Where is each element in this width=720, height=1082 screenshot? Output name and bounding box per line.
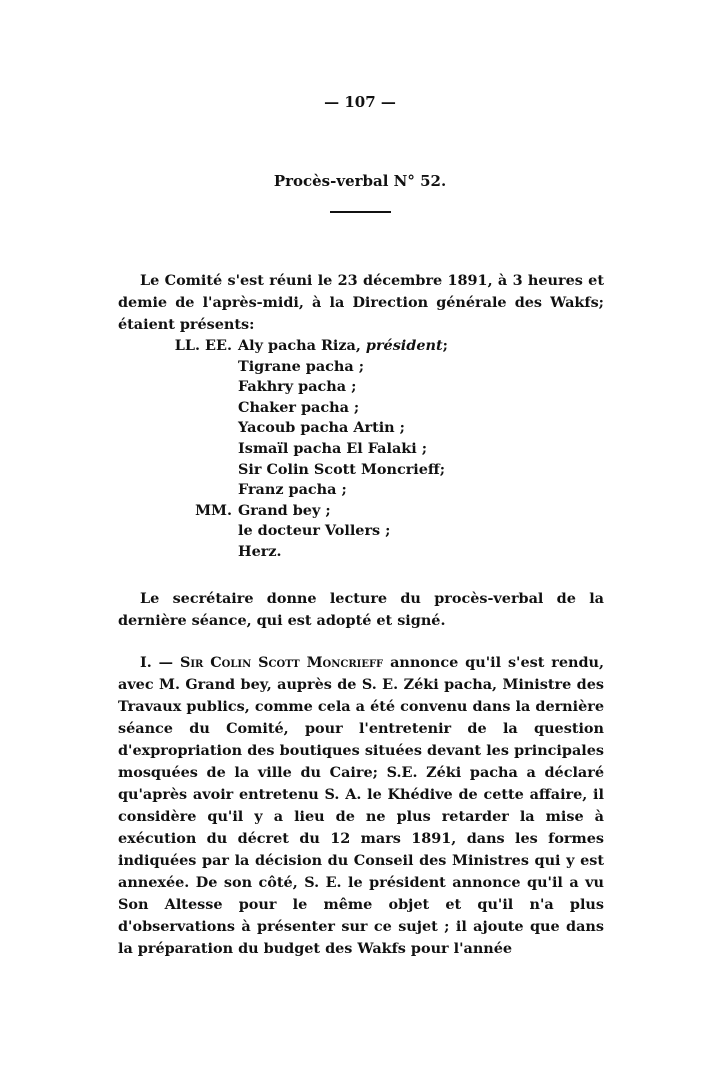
attendee-row	[160, 542, 448, 563]
president-role: président	[365, 337, 443, 354]
document-title: Procès-verbal N° 52.	[273, 172, 447, 190]
attendee-row	[160, 357, 448, 378]
attendee-president	[238, 336, 448, 357]
president-punct: ;	[442, 337, 448, 354]
attendee-list	[160, 336, 448, 563]
page-number: — 107 —	[324, 93, 396, 111]
attendee-name: Grand bey ;	[238, 501, 331, 519]
item-text: annonce qu'il s'est rendu, avec M. Grand bey, auprès de S. E. Zéki pacha, Ministre des Travaux publics, comme cela a été convenu dans la dernière séance du Comité, pour l'entretenir de la question d'expropriation des boutiques situées devant les principales mosquées de la ville du Caire; S.E. Zéki pacha a déclaré qu'après avoir entretenu S. A. le Khédive de cette affaire, il considère qu'il y a lieu de ne plus retarder la mise à exécution du décret du 12 mars 1891, dans les formes indiquées par la décision du Conseil des Ministres qui y est annexée. De son côté, S. E. le président annonce qu'il a vu Son Altesse pour le même objet et qu'il n'a plus d'observations à présenter sur ce sujet ; il ajoute que dans la préparation du budget des Wakfs pour l'année	[118, 654, 604, 957]
attendee-name: Fakhry pacha ;	[238, 378, 357, 396]
attendee-name: le docteur Vollers ;	[238, 522, 391, 540]
attendee-row	[160, 501, 448, 522]
attendee-name: Herz.	[238, 542, 282, 560]
title-rule	[330, 211, 391, 213]
speaker-name: Sir Colin Scott Moncrieff	[179, 654, 384, 671]
attendee-row	[160, 480, 448, 501]
attendee-name: Franz pacha ;	[238, 481, 347, 499]
attendee-row	[160, 460, 448, 481]
intro-paragraph: Le Comité s'est réuni le 23 décembre 1891, à 3 heures et demie de l'après-midi, à la Direction générale des Wakfs; étaient présents:	[118, 272, 604, 333]
attendee-name: Tigrane pacha ;	[238, 357, 365, 375]
attendee-row	[160, 377, 448, 398]
item-one-paragraph	[118, 652, 604, 960]
attendee-row	[160, 521, 448, 542]
attendee-name: Chaker pacha ;	[238, 398, 360, 416]
attendee-name: Sir Colin Scott Moncrieff;	[238, 460, 446, 478]
attendee-row	[160, 398, 448, 419]
item-number: I. —	[140, 654, 174, 671]
group-title-excellencies: LL. EE.	[174, 337, 232, 354]
president-name: Aly pacha Riza,	[238, 337, 361, 354]
group-title-messieurs: MM.	[195, 501, 232, 519]
attendee-row	[160, 418, 448, 439]
attendee-row	[160, 336, 448, 357]
attendee-name: Ismaïl pacha El Falaki ;	[238, 439, 428, 457]
attendee-name: Yacoub pacha Artin ;	[238, 419, 405, 437]
minutes-approval-paragraph: Le secrétaire donne lecture du procès-verbal de la dernière séance, qui est adopté et signé.	[118, 590, 604, 629]
attendee-row	[160, 439, 448, 460]
